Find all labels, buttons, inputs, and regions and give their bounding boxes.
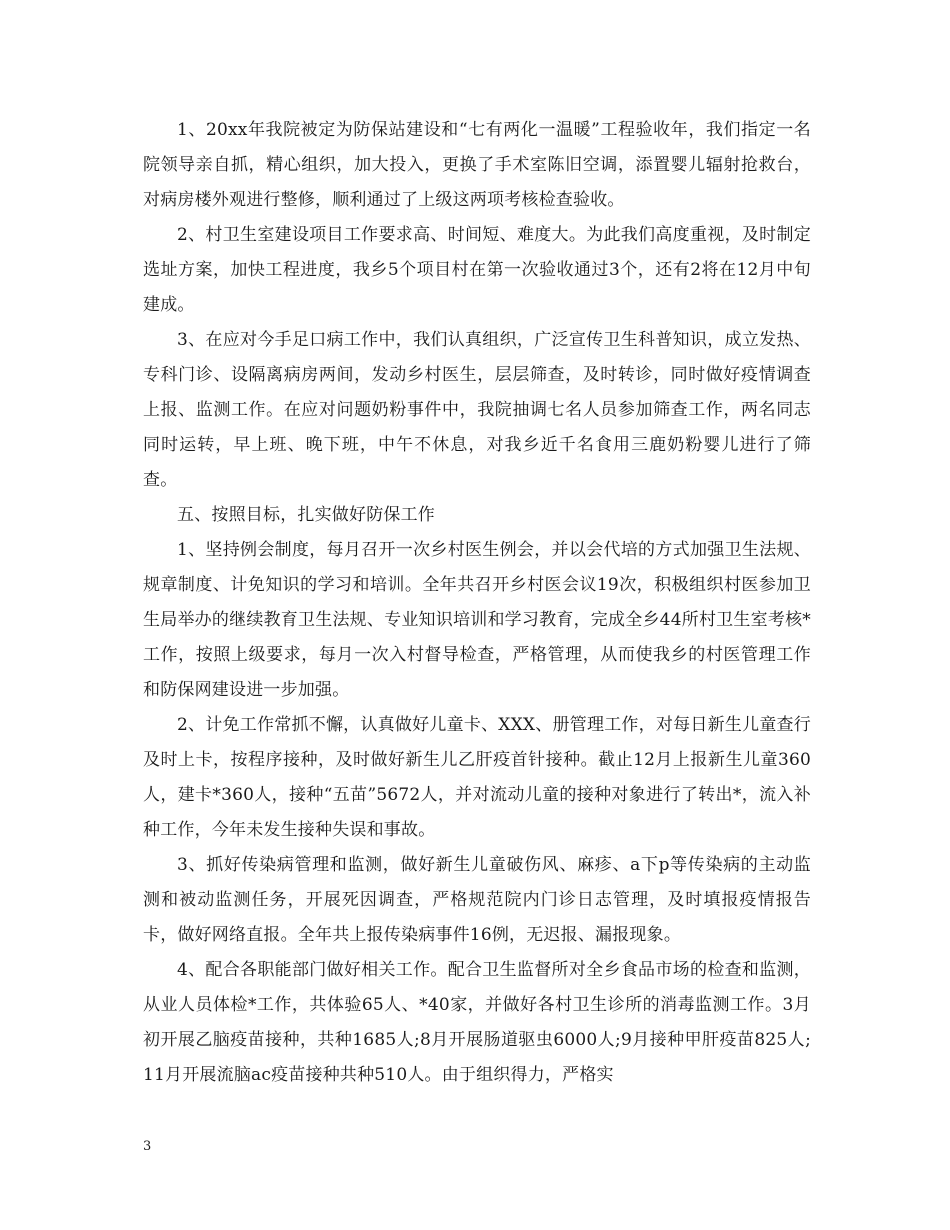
section-heading: 五、按照目标，扎实做好防保工作 <box>177 505 435 525</box>
paragraph-3: 3、在应对今手足口病工作中，我们认真组织，广泛宣传卫生科普知识，成立发热、专科门诊、设隔离病房两间，发动乡村医生，层层筛查，及时转诊，同时做好疫情调查上报、监测工作。在应对问题奶粉事件中，我院抽调七名人员参加筛查工作，两名同志同时运转，早上班、晚下班，中午不休息，对我乡近千名食用三鹿奶粉婴儿进行了筛查。 <box>143 330 811 490</box>
paragraph-4: 1、坚持例会制度，每月召开一次乡村医生例会，并以会代培的方式加强卫生法规、规章制度、计免知识的学习和培训。全年共召开乡村医会议19次，积极组织村医参加卫生局举办的继续教育卫生法规、专业知识培训和学习教育，完成全乡44所村卫生室考核*工作，按照上级要求，每月一次入村督导检查，严格管理，从而使我乡的村医管理工作和防保网建设进一步加强。 <box>143 540 811 700</box>
paragraph-5: 2、计免工作常抓不懈，认真做好儿童卡、XXX、册管理工作，对每日新生儿童查行及时上卡，按程序接种，及时做好新生儿乙肝疫首针接种。截止12月上报新生儿童360人，建卡*360人，接种“五苗”5672人，并对流动儿童的接种对象进行了转出*，流入补种工作，今年未发生接种失误和事故。 <box>143 715 811 840</box>
page-number: 3 <box>143 1139 152 1154</box>
paragraph-2: 2、村卫生室建设项目工作要求高、时间短、难度大。为此我们高度重视，及时制定选址方案，加快工程进度，我乡5个项目村在第一次验收通过3个，还有2将在12月中旬建成。 <box>143 225 811 315</box>
document-body <box>143 113 811 1093</box>
paragraph-6: 3、抓好传染病管理和监测，做好新生儿童破伤风、麻疹、a下p等传染病的主动监测和被动监测任务，开展死因调查，严格规范院内门诊日志管理，及时填报疫情报告卡，做好网络直报。全年共上报传染病事件16例，无迟报、漏报现象。 <box>143 855 811 945</box>
paragraph-1: 1、20xx年我院被定为防保站建设和“七有两化一温暖”工程验收年，我们指定一名院领导亲自抓，精心组织，加大投入，更换了手术室陈旧空调，添置婴儿辐射抢救台，对病房楼外观进行整修，顺利通过了上级这两项考核检查验收。 <box>143 120 811 210</box>
paragraph-7: 4、配合各职能部门做好相关工作。配合卫生监督所对全乡食品市场的检查和监测，从业人员体检*工作，共体验65人、*40家，并做好各村卫生诊所的消毒监测工作。3月初开展乙脑疫苗接种，共种1685人;8月开展肠道驱虫6000人;9月接种甲肝疫苗825人;11月开展流脑ac疫苗接种共种510人。由于组织得力，严格实 <box>143 960 811 1085</box>
